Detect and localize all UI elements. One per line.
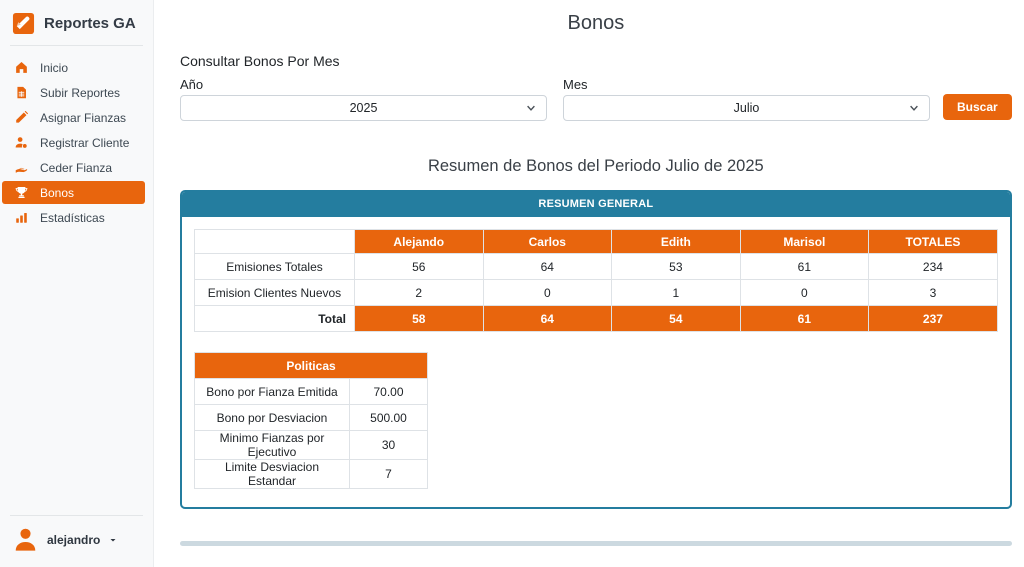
table-row: [195, 254, 998, 280]
table-cell: 234: [869, 254, 998, 280]
total-cell: 54: [612, 306, 741, 332]
sidebar-item-label: Ceder Fianza: [40, 160, 113, 175]
table-cell: 64: [483, 254, 612, 280]
sidebar-item-ceder-fianza[interactable]: [0, 155, 153, 180]
total-row-label: Total: [195, 306, 355, 332]
politicas-row: [195, 431, 428, 460]
politicas-table: [194, 352, 428, 489]
total-cell: 64: [483, 306, 612, 332]
table-cell: 56: [355, 254, 484, 280]
table-total-row: [195, 306, 998, 332]
bar-chart-icon: [14, 211, 28, 225]
politica-label: Limite Desviacion Estandar: [195, 460, 350, 489]
politicas-header-row: [195, 353, 428, 379]
table-cell: 0: [740, 280, 869, 306]
politicas-title: Politicas: [195, 353, 428, 379]
table-cell: 0: [483, 280, 612, 306]
app-brand[interactable]: [0, 0, 153, 45]
sidebar-item-label: Subir Reportes: [40, 85, 121, 100]
year-label: Año: [180, 77, 204, 92]
table-cell: 3: [869, 280, 998, 306]
total-cell: 58: [355, 306, 484, 332]
month-label: Mes: [563, 77, 588, 92]
avatar-icon: [12, 526, 39, 553]
politicas-row: [195, 379, 428, 405]
filter-row: [180, 77, 1012, 121]
card-header: RESUMEN GENERAL: [182, 192, 1010, 217]
pencil-icon: [14, 111, 28, 125]
home-icon: [14, 61, 28, 75]
sidebar-item-label: Estadísticas: [40, 210, 105, 225]
politica-value: 7: [350, 460, 428, 489]
user-menu[interactable]: [0, 516, 153, 567]
sidebar-item-label: Registrar Cliente: [40, 135, 130, 150]
person-add-icon: [14, 136, 28, 150]
sidebar-item-label: Inicio: [40, 60, 69, 75]
month-select[interactable]: [563, 95, 930, 121]
sidebar: [0, 0, 154, 567]
section-divider-bar[interactable]: [180, 541, 1012, 546]
politica-value: 500.00: [350, 405, 428, 431]
year-filter-group: [180, 77, 547, 121]
table-cell: 53: [612, 254, 741, 280]
summary-table: [194, 229, 998, 332]
sidebar-item-registrar-cliente[interactable]: [0, 130, 153, 155]
app-logo-icon: [12, 12, 35, 35]
sidebar-spacer: [0, 230, 153, 515]
total-cell: 237: [869, 306, 998, 332]
table-cell: 61: [740, 254, 869, 280]
header-cell-marisol: Marisol: [740, 230, 869, 254]
politicas-row: [195, 460, 428, 489]
sidebar-item-label: Bonos: [40, 185, 75, 200]
politica-label: Minimo Fianzas por Ejecutivo: [195, 431, 350, 460]
table-cell: 2: [355, 280, 484, 306]
politica-value: 70.00: [350, 379, 428, 405]
table-header-row: [195, 230, 998, 254]
row-label: Emisiones Totales: [195, 254, 355, 280]
year-select-wrap: [180, 95, 547, 121]
total-cell: 61: [740, 306, 869, 332]
header-cell-empty: [195, 230, 355, 254]
sidebar-item-asignar-fianzas[interactable]: [0, 105, 153, 130]
header-cell-edith: Edith: [612, 230, 741, 254]
buscar-button[interactable]: Buscar: [943, 94, 1012, 120]
user-name: alejandro: [47, 532, 101, 547]
caret-down-icon: [109, 536, 117, 544]
politica-label: Bono por Fianza Emitida: [195, 379, 350, 405]
trophy-icon: [14, 186, 28, 200]
sidebar-item-bonos[interactable]: [2, 181, 145, 204]
header-cell-alejando: Alejando: [355, 230, 484, 254]
resumen-general-card: [180, 190, 1012, 509]
politica-value: 30: [350, 431, 428, 460]
header-cell-totales: TOTALES: [869, 230, 998, 254]
hand-icon: [14, 161, 28, 175]
row-label: Emision Clientes Nuevos: [195, 280, 355, 306]
report-file-icon: [14, 86, 28, 100]
page-title: Bonos: [567, 12, 625, 34]
politicas-row: [195, 405, 428, 431]
app-title: Reportes GA: [44, 15, 136, 32]
main-content: [154, 0, 1024, 567]
table-row: [195, 280, 998, 306]
politica-label: Bono por Desviacion: [195, 405, 350, 431]
month-select-wrap: [563, 95, 930, 121]
sidebar-item-estadisticas[interactable]: [0, 205, 153, 230]
year-select[interactable]: [180, 95, 547, 121]
table-cell: 1: [612, 280, 741, 306]
sidebar-item-subir-reportes[interactable]: [0, 80, 153, 105]
summary-heading: Resumen de Bonos del Periodo Julio de 2025: [427, 157, 764, 175]
card-body: [182, 217, 1010, 507]
sidebar-nav: [0, 55, 153, 230]
sidebar-item-label: Asignar Fianzas: [40, 110, 127, 125]
sidebar-divider: [10, 45, 143, 46]
sidebar-item-inicio[interactable]: [0, 55, 153, 80]
header-cell-carlos: Carlos: [483, 230, 612, 254]
consult-section-label: Consultar Bonos Por Mes: [180, 53, 340, 69]
month-filter-group: [563, 77, 930, 121]
